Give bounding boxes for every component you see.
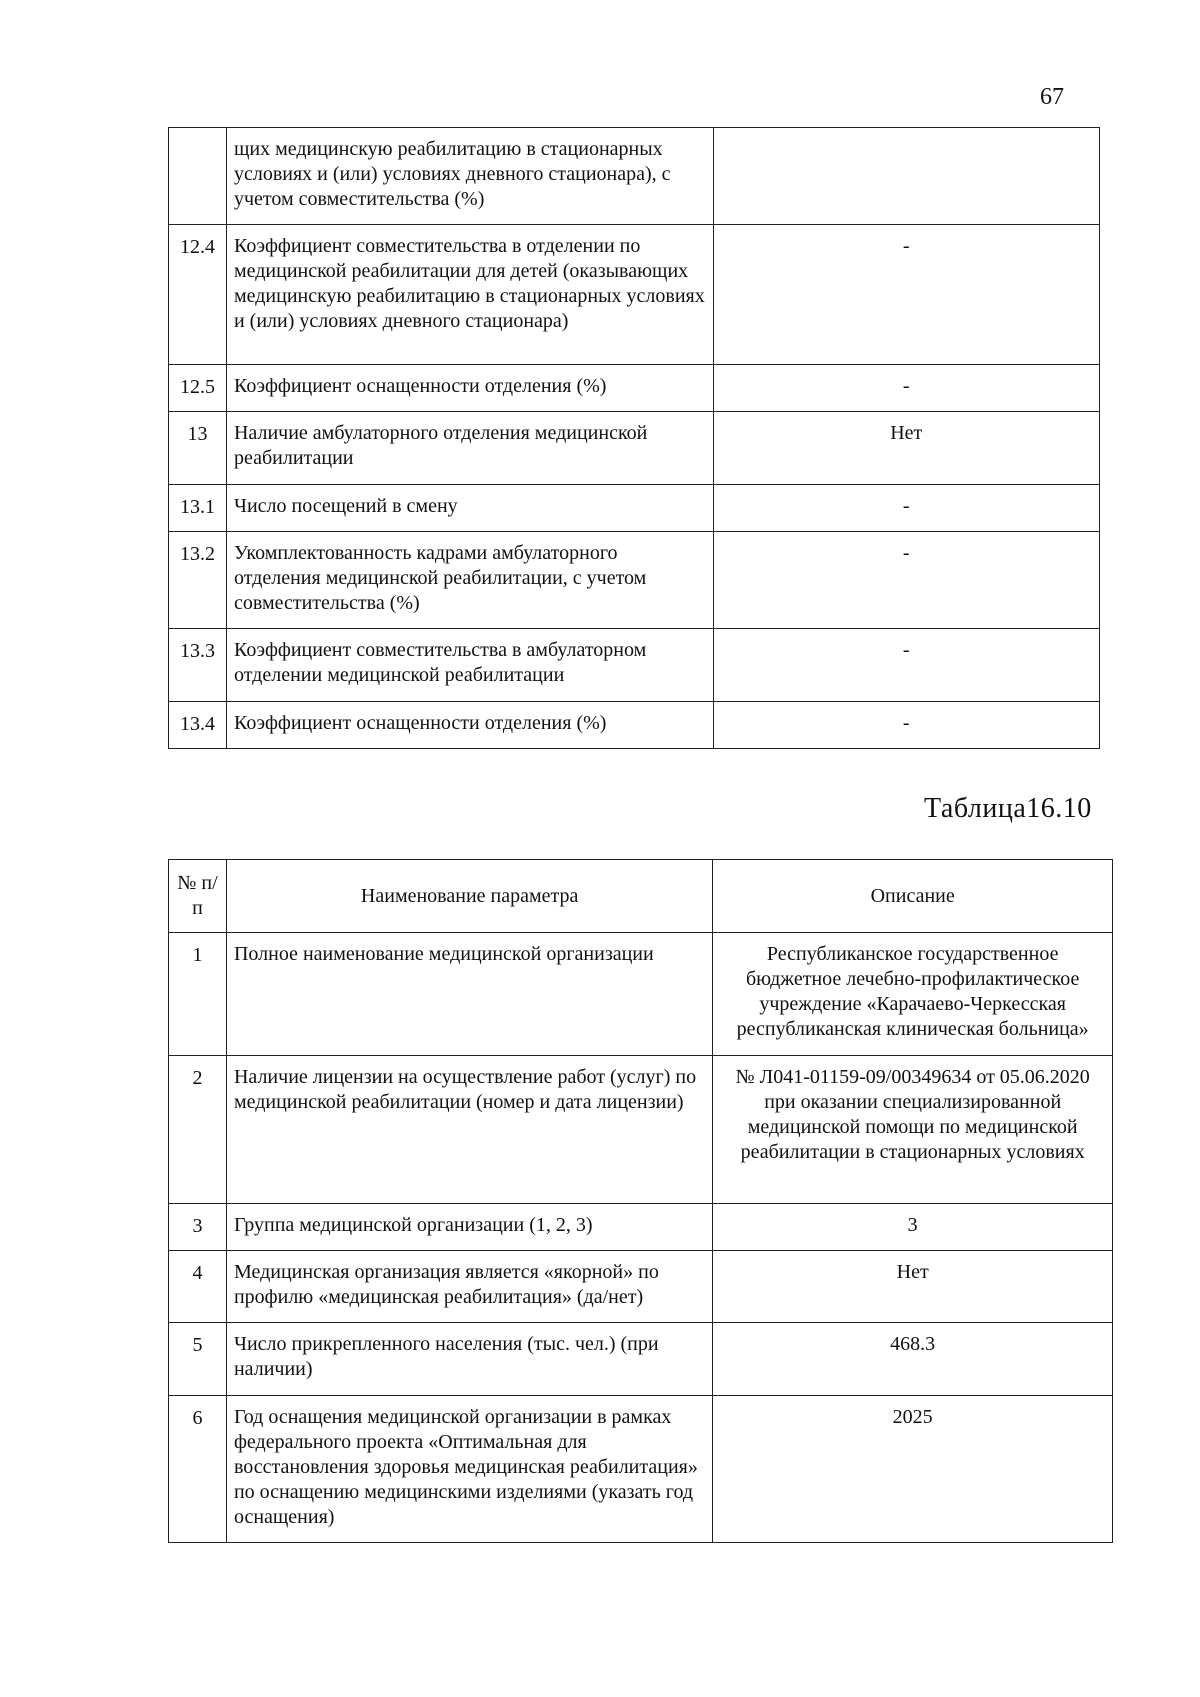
table-row [169,629,1100,702]
parameter-value: 3 [713,1204,1113,1251]
parameter-value: Нет [713,1251,1113,1323]
parameter-name: Коэффициент оснащенности отделения (%) [226,702,713,749]
row-number: 2 [169,1056,227,1204]
parameter-value: - [713,532,1099,629]
parameter-value: - [713,365,1099,412]
table-header-row [169,860,1113,933]
row-number: 3 [169,1204,227,1251]
table-row [169,1251,1113,1323]
table-row [169,128,1100,225]
organization-parameters-table [168,859,1113,1543]
parameter-name: Коэффициент оснащенности отделения (%) [226,365,713,412]
row-number: 6 [169,1396,227,1543]
row-number: 13.3 [169,629,227,702]
row-number: 13.2 [169,532,227,629]
parameter-name: Укомплектованность кадрами амбулаторного отделения медицинской реабилитации, с учетом совместительства (%) [226,532,713,629]
table-row [169,532,1100,629]
parameter-value: - [713,702,1099,749]
parameter-value: - [713,629,1099,702]
column-header-description: Описание [713,860,1113,933]
parameter-value: - [713,485,1099,532]
row-number: 4 [169,1251,227,1323]
table-row [169,1396,1113,1543]
parameter-name: Полное наименование медицинской организации [226,933,712,1056]
parameter-name: Медицинская организация является «якорной» по профилю «медицинская реабилитация» (да/нет) [226,1251,712,1323]
parameter-value: Нет [713,412,1099,485]
parameter-name: Год оснащения медицинской организации в рамках федерального проекта «Оптимальная для восстановления здоровья медицинская реабилитация» по оснащению медицинскими изделиями (указать год оснащения) [226,1396,712,1543]
parameter-value: 468.3 [713,1323,1113,1396]
column-header-number: № п/п [169,860,227,933]
table-row [169,1204,1113,1251]
parameter-name: Число посещений в смену [226,485,713,532]
row-number: 1 [169,933,227,1056]
parameter-name: Наличие амбулаторного отделения медицинской реабилитации [226,412,713,485]
row-number: 12.4 [169,225,227,365]
row-number: 12.5 [169,365,227,412]
table-row [169,702,1100,749]
parameter-value [713,128,1099,225]
continuation-table [168,127,1100,749]
row-number: 5 [169,1323,227,1396]
row-number: 13.4 [169,702,227,749]
parameter-name: Наличие лицензии на осуществление работ (услуг) по медицинской реабилитации (номер и дата лицензии) [226,1056,712,1204]
parameter-value: - [713,225,1099,365]
table-row [169,412,1100,485]
parameter-name: Коэффициент совместительства в отделении по медицинской реабилитации для детей (оказывающих медицинскую реабилитацию в стационарных условиях и (или) условиях дневного стационара) [226,225,713,365]
table-row [169,225,1100,365]
parameter-value: Республиканское государственное бюджетное лечебно-профилактическое учреждение «Карачаево-Черкесская республиканская клиническая больница» [713,933,1113,1056]
row-number [169,128,227,225]
parameter-value: 2025 [713,1396,1113,1543]
parameter-name: Число прикрепленного населения (тыс. чел.) (при наличии) [226,1323,712,1396]
table-row [169,933,1113,1056]
table-row [169,365,1100,412]
parameter-name: щих медицинскую реабилитацию в стационарных условиях и (или) условиях дневного стационара), с учетом совместительства (%) [226,128,713,225]
row-number: 13.1 [169,485,227,532]
row-number: 13 [169,412,227,485]
page-number: 67 [1040,84,1064,110]
parameter-name: Коэффициент совместительства в амбулаторном отделении медицинской реабилитации [226,629,713,702]
column-header-parameter: Наименование параметра [226,860,712,933]
parameter-value: № Л041-01159-09/00349634 от 05.06.2020 при оказании специализированной медицинской помощи по медицинской реабилитации в стационарных условиях [713,1056,1113,1204]
table-row [169,1323,1113,1396]
table-caption: Таблица16.10 [924,793,1092,824]
table-row [169,1056,1113,1204]
table-row [169,485,1100,532]
parameter-name: Группа медицинской организации (1, 2, 3) [226,1204,712,1251]
